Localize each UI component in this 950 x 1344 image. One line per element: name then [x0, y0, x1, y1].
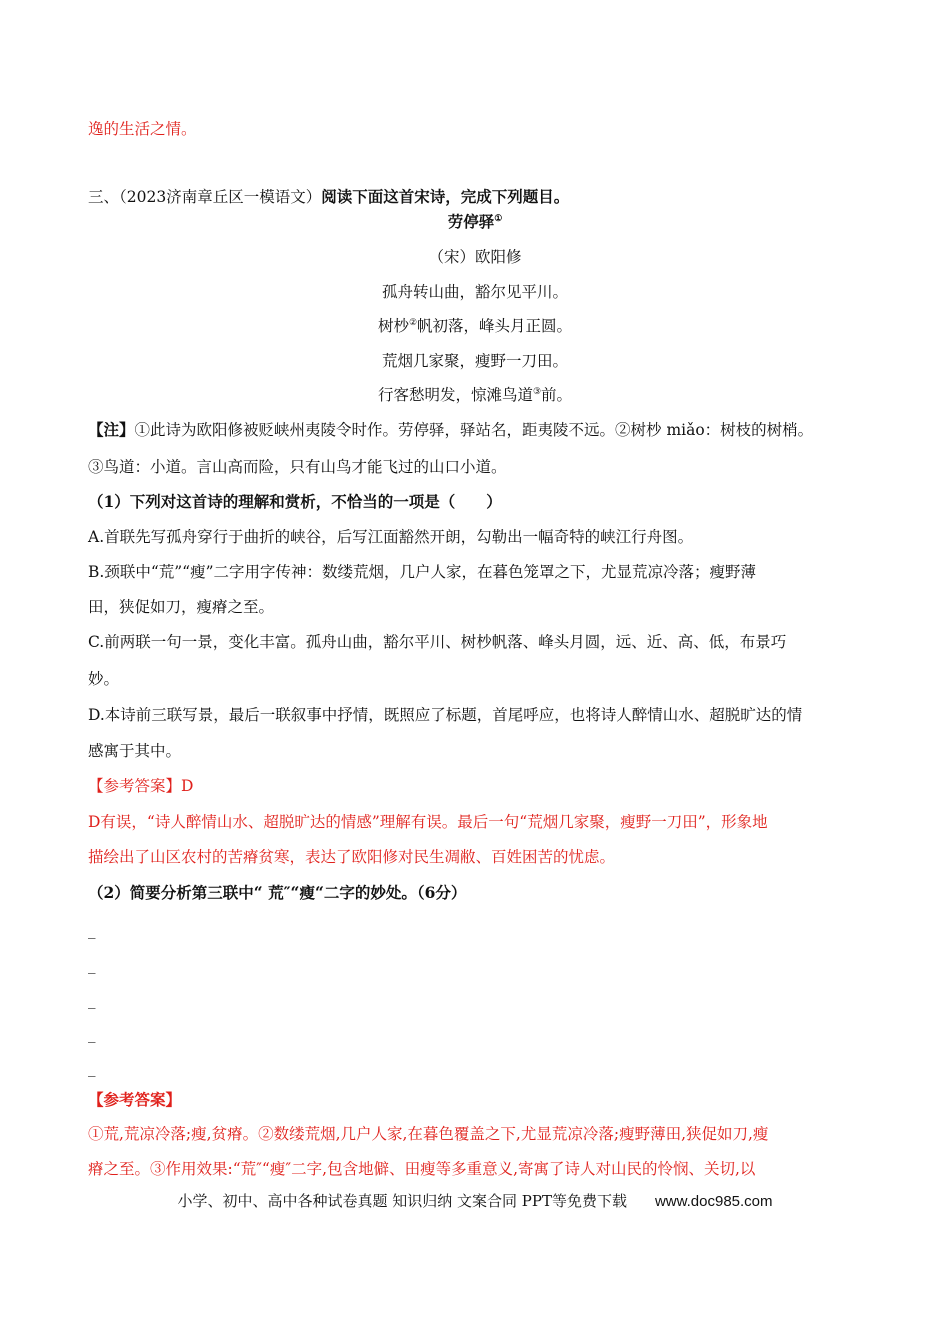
q2-stem: （2）简要分析第三联中“ 荒″“瘦“二字的妙处。（6分） — [88, 883, 467, 902]
poem-line-2-part-a: 树杪 — [377, 317, 409, 335]
poem-title — [0, 211, 950, 233]
poem-line-4 — [0, 384, 950, 406]
poem-line-2 — [0, 315, 950, 337]
answer-blank-line: _ — [88, 991, 96, 1009]
q1-option-d-line-2: 感寓于其中。 — [88, 742, 182, 760]
answer-blank-line: _ — [88, 921, 96, 939]
answer-blank-line: _ — [88, 1059, 96, 1077]
notes-label: 【注】 — [88, 420, 135, 439]
q2-answer-line-1: ①荒,荒凉冷落;瘦,贫瘠。②数缕荒烟,几户人家,在暮色覆盖之下,尤显荒凉冷落;瘦野薄田,狭促如刀,瘦 — [88, 1125, 769, 1143]
poem-author: （宋）欧阳修 — [428, 248, 522, 266]
q2-answer-label: 【参考答案】 — [88, 1090, 182, 1109]
poem-line-1: 孤舟转山曲，豁尔见平川。 — [381, 283, 568, 301]
section-heading — [88, 186, 569, 208]
q1-option-b-line-2: 田，狭促如刀，瘦瘠之至。 — [88, 598, 275, 616]
q1-option-a: A.首联先写孤舟穿行于曲折的峡谷，后写江面豁然开朗，勾勒出一幅奇特的峡江行舟图。 — [88, 528, 694, 546]
q1-option-c-line-2: 妙。 — [88, 670, 120, 688]
notes-line-2: ③鸟道：小道。言山高而险，只有山鸟才能飞过的山口小道。 — [88, 458, 507, 476]
poem-line-4-part-a: 行客愁明发，惊滩鸟道 — [377, 386, 533, 404]
footer-text: 小学、初中、高中各种试卷真题 知识归纳 文案合同 PPT等免费下载 — [177, 1192, 627, 1210]
notes-line-1 — [88, 419, 813, 441]
poem-line-4-footnote-mark: ③ — [532, 386, 542, 397]
answer-blank-line: _ — [88, 1025, 96, 1043]
q1-option-c-line-1: C.前两联一句一景，变化丰富。孤舟山曲，豁尔平川、树杪帆落、峰头月圆，远、近、高、低，布景巧 — [88, 633, 787, 651]
q1-explanation-line-2: 描绘出了山区农村的苦瘠贫寒，表达了欧阳修对民生凋敝、百姓困苦的忧虑。 — [88, 848, 616, 866]
q1-option-b-line-1: B.颈联中“荒”“瘦”二字用字传神：数缕荒烟，几户人家，在暮色笼罩之下，尤显荒凉冷落；瘦野薄 — [88, 563, 757, 581]
q2-answer-line-2: 瘠之至。③作用效果:“荒″“瘦″二字,包含地僻、田瘦等多重意义,寄寓了诗人对山民的怜悯、关切,以 — [88, 1160, 756, 1178]
poem-line-4-part-b: 前。 — [541, 386, 573, 404]
poem-line-2-footnote-mark: ② — [408, 317, 418, 328]
poem-title-footnote-mark: ① — [494, 213, 503, 224]
answer-blank-line: _ — [88, 956, 96, 974]
notes-text-1: ①此诗为欧阳修被贬峡州夷陵令时作。劳停驿，驿站名，距夷陵不远。②树杪 miǎo：树枝的树梢。 — [134, 421, 814, 439]
q1-explanation-line-1: D有误，“诗人醉情山水、超脱旷达的情感”理解有误。最后一句“荒烟几家聚，瘦野一刀田”，形象地 — [88, 813, 768, 831]
poem-line-2-part-b: 帆初落，峰头月正圆。 — [417, 317, 573, 335]
section-instruction: 阅读下面这首宋诗，完成下列题目。 — [321, 187, 570, 206]
q1-answer-label: 【参考答案】D — [88, 777, 194, 795]
footer-site-link[interactable]: www.doc985.com — [654, 1193, 773, 1210]
poem-line-3: 荒烟几家聚，瘦野一刀田。 — [381, 352, 568, 370]
q1-option-d-line-1: D.本诗前三联写景，最后一联叙事中抒情，既照应了标题，首尾呼应，也将诗人醉情山水、超脱旷达的情 — [88, 706, 803, 724]
poem-title-text: 劳停驿 — [447, 212, 495, 231]
page-footer — [0, 1190, 950, 1213]
section-prefix: 三、（2023济南章丘区一模语文） — [88, 188, 322, 206]
q1-stem: （1）下列对这首诗的理解和赏析，不恰当的一项是（ ） — [88, 492, 502, 511]
previous-answer-tail: 逸的生活之情。 — [88, 120, 197, 138]
